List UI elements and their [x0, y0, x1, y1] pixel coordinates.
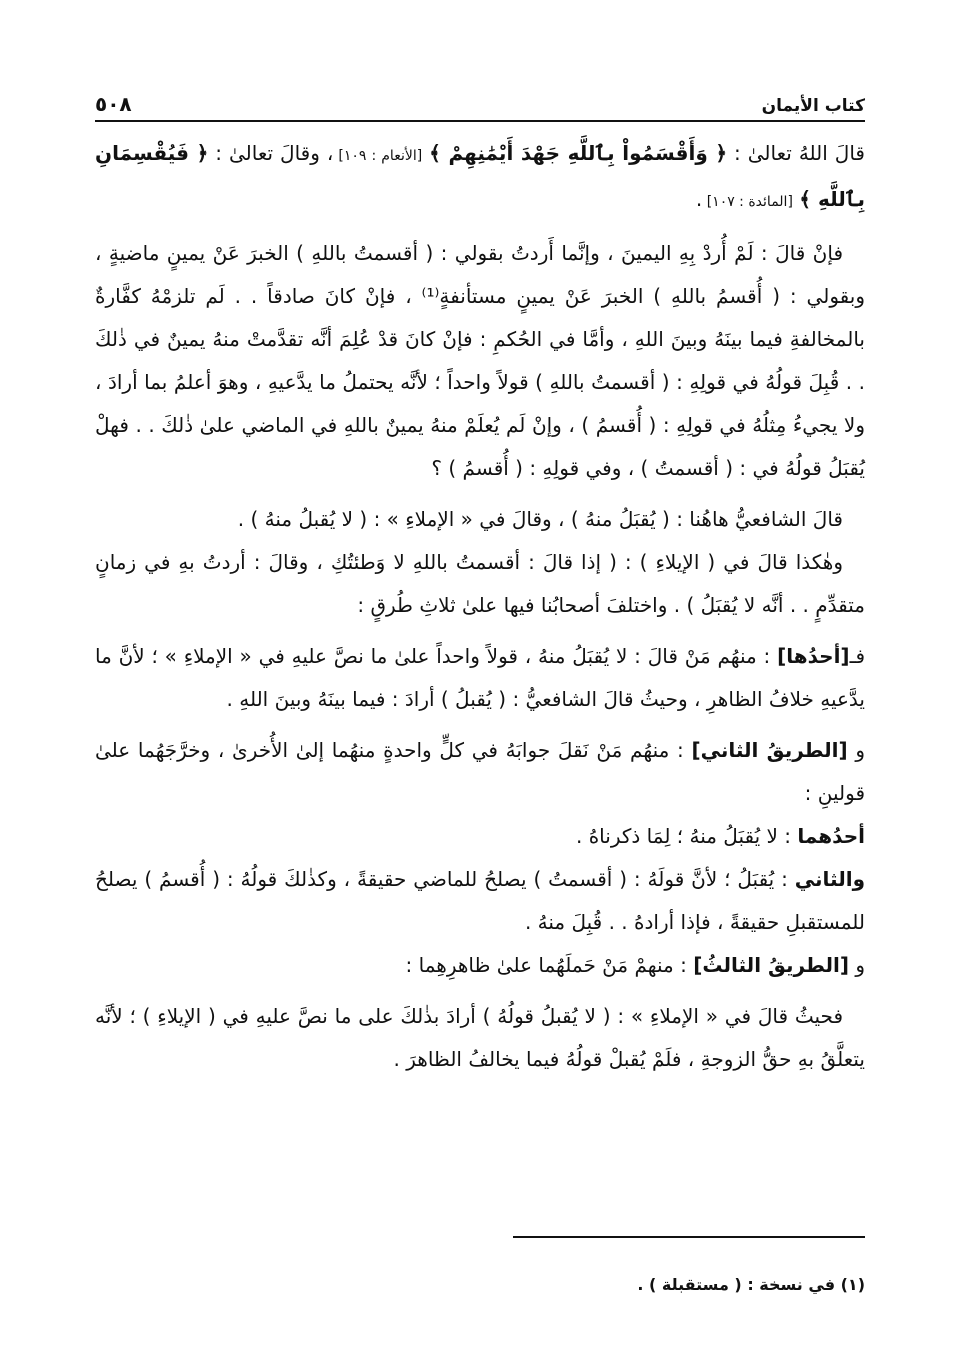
- paragraph-second-opinion: [95, 858, 865, 944]
- second-path-heading: [الطريقُ الثاني]: [691, 738, 848, 762]
- paragraph-second-path: [95, 729, 865, 815]
- paragraph-shafii: قالَ الشافعيُّ هاهُنا : ( يُقبَلُ منهُ ) ، وقالَ في « الإملاءِ » : ( لا يُقبلُ منهُ ) .: [237, 507, 843, 531]
- first-opinion-heading: أحدُهما: [797, 824, 865, 848]
- path-prefix: و: [848, 953, 865, 977]
- verse-reference-2: [المائدة : ١٠٧]: [702, 194, 793, 210]
- quran-verse-1: ﴿ وَأَقْسَمُواْ بِٱللَّهِ جَهْدَ أَيْمَٰنِهِمْ ﴾: [429, 141, 728, 165]
- verse-reference-1: [الأنعام : ١٠٩]: [333, 148, 423, 164]
- first-path-heading: [أحدُها]: [777, 644, 850, 668]
- paragraph-first-path: [95, 635, 865, 721]
- running-title: كتاب الأيمان: [761, 96, 865, 116]
- verse-connector: ، وقالَ تعالىٰ :: [208, 141, 334, 165]
- path-prefix: و: [847, 738, 866, 762]
- second-path-text: : منهُم مَنْ نَقلَ جوابَهُ في كلٍّ واحدةٍ منهُما إلىٰ الأُخرىٰ ، وخرَّجَهُما علىٰ قولينِ :: [95, 738, 865, 805]
- page-number: ٥٠٨: [95, 92, 132, 116]
- third-path-heading: [الطريقُ الثالثُ]: [693, 953, 849, 977]
- first-opinion-text: : لا يُقبَلُ منهُ ؛ لِمَا ذكرناهُ .: [575, 824, 798, 848]
- verse-intro: قالَ اللهُ تعالىٰ :: [727, 141, 865, 165]
- paragraph-ilaa: وهٰكذا قالَ في ( الإيلاءِ ) : ( إذا قالَ : أقسمتُ باللهِ لا وَطئتُكِ ، وقالَ : أردتُ بهِ في زمانٍ متقدِّمٍ . . أنَّه لا يُقبَلُ ) . واختلفَ أصحابُنا فيها علىٰ ثلاثِ طُرقٍ :: [95, 550, 865, 617]
- header-rule: [95, 120, 865, 122]
- first-path-text: : منهُم مَنْ قالَ : لا يُقبَلُ منهُ ، قولاً واحداً علىٰ ما نصَّ عليهِ في « الإملاءِ » ؛ لأنَّ ما يدَّعيهِ خلافُ الظاهرِ ، وحيثُ قالَ الشافعيُّ : ( يُقبلُ ) أرادَ : فيما بينَهُ وبينَ اللهِ .: [95, 644, 865, 711]
- third-path-text: : منهمْ مَنْ حَملَهُما علىٰ ظاهرِهِما :: [405, 953, 694, 977]
- paragraph-verses: [95, 132, 865, 224]
- second-opinion-heading: والثاني: [794, 867, 865, 891]
- quran-verse-2: ﴿ فَيُقْسِمَانِ بِٱللَّهِ ﴾: [95, 141, 865, 211]
- verse-end: .: [695, 187, 703, 211]
- paragraph-claim: فإنْ قالَ : لَمْ أُردْ بِهِ اليمينَ ، وإنَّما أَردتُ بقولي : ( أقسمتُ باللهِ ) الخبرَ عَنْ يمينٍ ماضيةٍ ، وبقولي : ( أُقسمُ باللهِ ) الخبرَ عَنْ يمينٍ مستأنفةٍ⁽¹⁾ ، فإنْ كانَ صادقاً . . لَم تلزمْهُ كفَّارةٌ بالمخالفةِ فيما بينَهُ وبينَ اللهِ ، وأمَّا في الحُكمِ : فإنْ كانَ قدْ عُلِمَ أنَّه تقدَّمتْ منهُ يمينٌ في ذٰلكَ . . قُبِلَ قولُهُ في قولِهِ : ( أقسمتُ باللهِ ) قولاً واحداً ؛ لأنَّه يحتملُ ما يدَّعيهِ ، وهوَ أعلمُ بما أرادَ ، ولا يجيءُ مِثلُهُ في قولِهِ : ( أُقسمُ ) ، وإنْ لَم يُعلَمْ منهُ يمينٌ باللهِ في الماضي علىٰ ذٰلكَ . . فهلْ يُقبَلُ قولُهُ في : ( أقسمتُ ) ، وفي قولِهِ : ( أُقسمُ ) ؟: [95, 241, 865, 480]
- paragraph-conclusion: فحيثُ قالَ في « الإملاءِ » : ( لا يُقبلُ قولُهُ ) أرادَ بذٰلكَ على ما نصَّ عليهِ في ( الإيلاءِ ) ؛ لأنَّه يتعلَّقُ بهِ حقُّ الزوجةِ ، فلَمْ يُقبلْ قولُهُ فيما يخالفُ الظاهرَ .: [95, 1004, 865, 1071]
- paragraph-third-path: [95, 944, 865, 987]
- second-opinion-text: : يُقبَلُ ؛ لأنَّ قولَهُ : ( أقسمتُ ) يصلحُ للماضي حقيقةً ، وكذٰلكَ قولُهُ : ( أُقسمُ ) يصلحُ للمستقبلِ حقيقةً ، فإذا أرادهُ . . قُبِلَ منهُ .: [95, 867, 865, 934]
- footnote-rule: [513, 1236, 865, 1238]
- paragraph-first-opinion: [95, 815, 865, 858]
- path-prefix: فـ: [849, 644, 865, 668]
- footnote: (١) في نسخة : ( مستقبلة ) .: [637, 1275, 865, 1294]
- page-header: [95, 82, 865, 116]
- main-text: [95, 132, 865, 1081]
